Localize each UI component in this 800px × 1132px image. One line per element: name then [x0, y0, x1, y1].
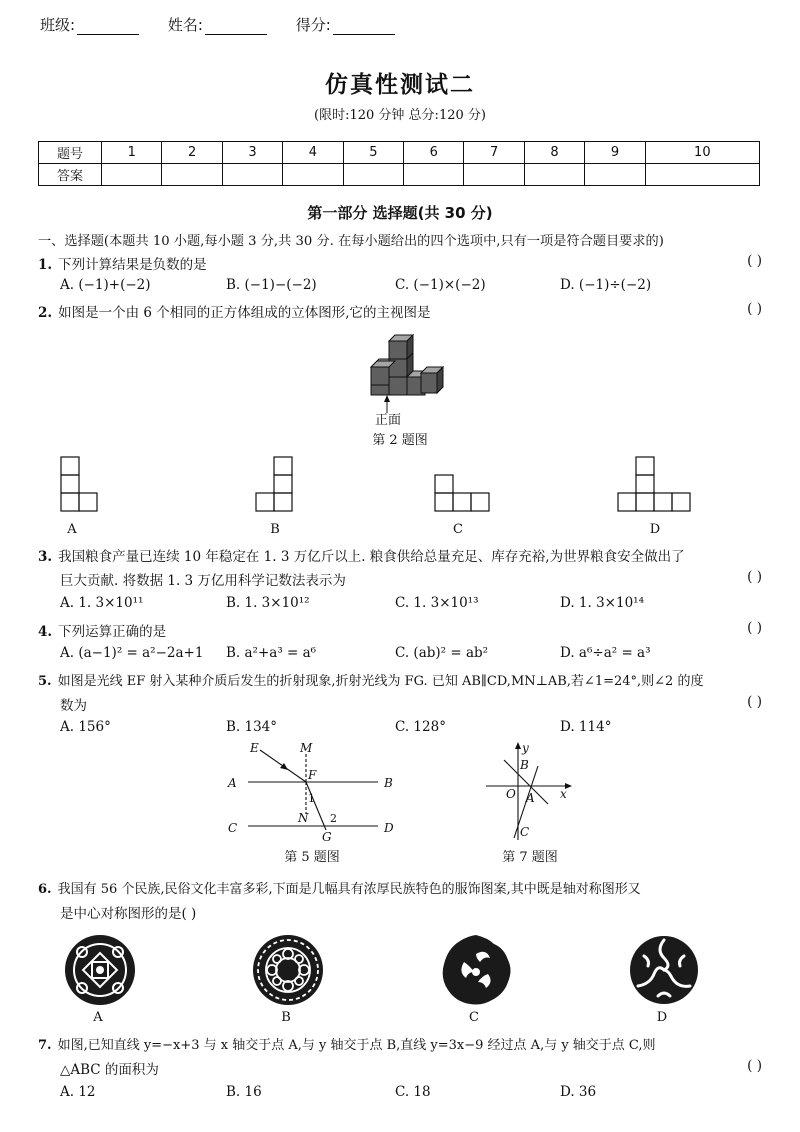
answer-paren: ( ): [747, 301, 762, 317]
q7-figure-caption: 第 7 题图: [502, 850, 558, 865]
q7-option-d: D. 36: [560, 1084, 597, 1100]
answer-cell[interactable]: [404, 164, 464, 186]
q4-option-d: D. a⁶÷a² = a³: [560, 645, 651, 661]
label-f: F: [308, 768, 317, 782]
answer-cell[interactable]: [162, 164, 222, 186]
q2-figure-caption: 第 2 题图: [372, 433, 428, 448]
label-n: N: [298, 811, 309, 825]
question-text: 下列计算结果是负数的是: [58, 257, 207, 273]
q5-option-b: B. 134°: [226, 719, 278, 735]
question-6: [38, 878, 762, 897]
question-4: [38, 620, 762, 640]
label-a: A: [228, 776, 237, 790]
q6-option-c-label: C: [469, 1010, 479, 1025]
q5-refraction-figure: [228, 742, 408, 842]
question-5: [38, 670, 762, 689]
section-heading: 一、选择题(本题共 10 小题,每小题 3 分,共 30 分. 在每小题给出的四个选项中,只有一项是符合题目要求的): [38, 234, 664, 249]
student-info-header: [40, 14, 419, 35]
q3-option-a: A. 1. 3×10¹¹: [60, 595, 144, 611]
q2-option-c-label: C: [453, 522, 463, 537]
q5-option-a: A. 156°: [60, 719, 111, 735]
label-b: B: [384, 776, 393, 790]
answer-cell[interactable]: [102, 164, 162, 186]
label-x-axis: x: [560, 787, 567, 801]
table-cell-number: 10: [645, 142, 759, 164]
label-o: O: [506, 787, 516, 801]
answer-row: [39, 164, 760, 186]
question-7: [38, 1034, 762, 1053]
label-m: M: [300, 741, 313, 755]
answer-paren: ( ): [747, 1058, 762, 1074]
class-label: 班级:: [40, 16, 76, 34]
question-number: 4.: [38, 624, 53, 640]
question-text-line1: 如图,已知直线 y=−x+3 与 x 轴交于点 A,与 y 轴交于点 B,直线 y=3x−9 经过点 A,与 y 轴交于点 C,则: [57, 1038, 656, 1053]
answer-cell[interactable]: [464, 164, 524, 186]
question-text-line2: 是中心对称图形的是( ): [60, 906, 197, 922]
table-cell-number: 5: [343, 142, 403, 164]
q4-option-a: A. (a−1)² = a²−2a+1: [60, 645, 204, 661]
q2-cube-figure: [365, 325, 455, 420]
class-field[interactable]: [77, 20, 139, 35]
question-1: [38, 253, 762, 273]
row-label-answer: 答案: [39, 164, 102, 186]
table-cell-number: 3: [222, 142, 282, 164]
q7-option-c: C. 18: [395, 1084, 431, 1100]
q6-pattern-a: [62, 932, 138, 1008]
q2-option-c-figure: [434, 474, 494, 516]
q5-option-d: D. 114°: [560, 719, 612, 735]
table-cell-number: 6: [404, 142, 464, 164]
question-number: 3.: [38, 549, 53, 565]
q4-option-c: C. (ab)² = ab²: [395, 645, 489, 661]
q3-option-b: B. 1. 3×10¹²: [226, 595, 310, 611]
name-field[interactable]: [205, 20, 267, 35]
q1-option-d: D. (−1)÷(−2): [560, 277, 652, 293]
answer-paren: ( ): [747, 694, 762, 710]
label-g: G: [322, 830, 332, 844]
question-text-line2: 数为: [60, 698, 87, 714]
answer-table: [38, 141, 760, 186]
answer-cell[interactable]: [222, 164, 282, 186]
q1-option-c: C. (−1)×(−2): [395, 277, 486, 293]
label-angle-1: 1: [308, 792, 315, 805]
label-d: D: [384, 821, 394, 835]
q5-figure-caption: 第 5 题图: [284, 850, 340, 865]
q7-graph-figure: [482, 742, 582, 842]
front-label: 正面: [374, 413, 401, 428]
q6-pattern-b: [250, 932, 326, 1008]
label-angle-2: 2: [330, 812, 337, 825]
table-cell-number: 1: [102, 142, 162, 164]
label-c: C: [520, 825, 530, 839]
q2-option-d-label: D: [649, 522, 661, 537]
question-text: 下列运算正确的是: [58, 624, 167, 640]
q6-pattern-d: [626, 932, 702, 1008]
question-number: 5.: [38, 674, 52, 689]
q6-option-a-label: A: [93, 1010, 103, 1025]
label-y-axis: y: [522, 741, 529, 755]
question-number: 2.: [38, 305, 53, 321]
part-title: 第一部分 选择题(共 30 分): [307, 204, 493, 222]
question-5-line2: [60, 694, 762, 714]
question-3: [38, 545, 762, 565]
question-number-row: [39, 142, 760, 164]
label-e: E: [250, 741, 259, 755]
question-2: [38, 301, 762, 321]
question-text-line1: 我国有 56 个民族,民俗文化丰富多彩,下面是几幅具有浓厚民族特色的服饰图案,其中既是轴对称图形又: [57, 882, 641, 897]
page-subtitle: (限时:120 分钟 总分:120 分): [314, 108, 486, 123]
question-6-line2: [60, 902, 762, 922]
q1-option-a: A. (−1)+(−2): [60, 277, 151, 293]
table-cell-number: 4: [283, 142, 343, 164]
q2-option-b-label: B: [270, 522, 280, 537]
q4-option-b: B. a²+a³ = a⁶: [226, 645, 317, 661]
table-cell-number: 8: [524, 142, 584, 164]
q5-option-c: C. 128°: [395, 719, 446, 735]
q2-option-d-figure: [617, 456, 697, 516]
score-field[interactable]: [333, 20, 395, 35]
answer-paren: ( ): [747, 569, 762, 585]
question-text-line1: 如图是光线 EF 射入某种介质后发生的折射现象,折射光线为 FG. 已知 AB∥CD,MN⊥AB,若∠1=24°,则∠2 的度: [57, 674, 704, 689]
question-text: 如图是一个由 6 个相同的正方体组成的立体图形,它的主视图是: [58, 305, 431, 321]
question-7-line2: [60, 1058, 762, 1078]
q7-option-b: B. 16: [226, 1084, 262, 1100]
label-c: C: [228, 821, 238, 835]
answer-paren: ( ): [747, 253, 762, 269]
label-a: A: [526, 791, 535, 805]
q6-option-d-label: D: [656, 1010, 668, 1025]
answer-cell[interactable]: [524, 164, 584, 186]
name-label: 姓名:: [167, 16, 203, 34]
question-text-line1: 我国粮食产量已连续 10 年稳定在 1. 3 万亿斤以上. 粮食供给总量充足、库存充裕,为世界粮食安全做出了: [58, 549, 685, 565]
question-number: 1.: [38, 257, 53, 273]
q6-pattern-c: [438, 932, 514, 1008]
answer-cell[interactable]: [283, 164, 343, 186]
question-number: 6.: [38, 882, 52, 897]
q6-option-b-label: B: [281, 1010, 291, 1025]
q7-option-a: A. 12: [60, 1084, 96, 1100]
q3-option-c: C. 1. 3×10¹³: [395, 595, 479, 611]
table-cell-number: 9: [585, 142, 645, 164]
answer-cell[interactable]: [343, 164, 403, 186]
question-3-line2: [60, 569, 762, 589]
label-b: B: [520, 758, 529, 772]
q2-option-a-label: A: [67, 522, 77, 537]
question-number: 7.: [38, 1038, 52, 1053]
answer-cell[interactable]: [645, 164, 759, 186]
score-label: 得分:: [295, 16, 331, 34]
answer-cell[interactable]: [585, 164, 645, 186]
q1-option-b: B. (−1)−(−2): [226, 277, 317, 293]
q2-option-a-figure: [60, 456, 100, 516]
q3-option-d: D. 1. 3×10¹⁴: [560, 595, 644, 611]
question-text-line2: 巨大贡献. 将数据 1. 3 万亿用科学记数法表示为: [60, 573, 346, 589]
table-cell-number: 2: [162, 142, 222, 164]
question-text-line2: △ABC 的面积为: [60, 1062, 159, 1078]
q2-option-b-figure: [255, 456, 295, 516]
answer-paren: ( ): [747, 620, 762, 636]
table-cell-number: 7: [464, 142, 524, 164]
row-label-number: 题号: [39, 142, 102, 164]
page-title: 仿真性测试二: [325, 72, 475, 98]
